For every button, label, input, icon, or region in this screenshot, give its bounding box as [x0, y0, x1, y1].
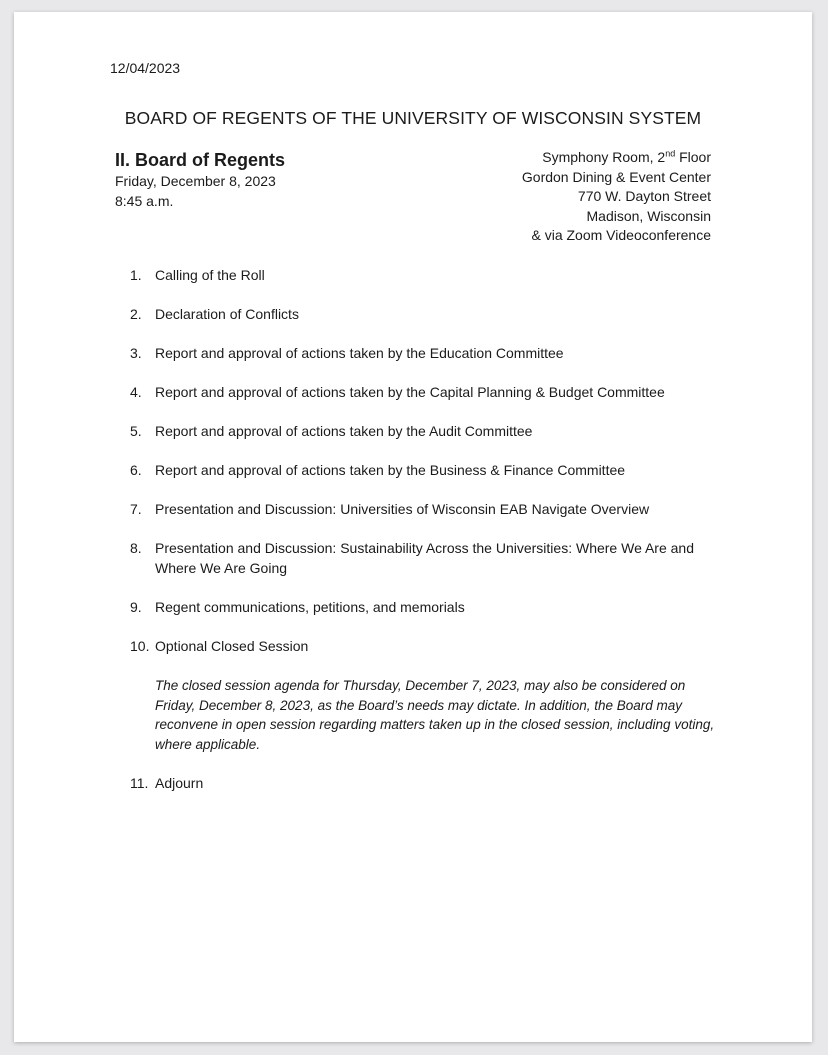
agenda-item-text: Presentation and Discussion: Sustainability Across the Universities: Where We Are and Where We Are Going	[155, 540, 694, 576]
agenda-item-text: Adjourn	[155, 774, 204, 791]
agenda-item-text: Report and approval of actions taken by the Capital Planning & Budget Committee	[155, 384, 665, 400]
agenda-item-number: 8.	[130, 540, 142, 556]
agenda-item	[130, 344, 730, 364]
agenda-item-number: 9.	[130, 598, 142, 615]
agenda-item-number: 10.	[130, 637, 150, 654]
meeting-name: II. Board of Regents	[115, 150, 286, 170]
agenda-item	[130, 500, 730, 520]
agenda-item	[130, 774, 730, 794]
agenda-item	[130, 637, 730, 755]
agenda-item-number: 7.	[130, 501, 142, 517]
agenda-item	[130, 383, 730, 403]
agenda-item-number: 4.	[130, 384, 142, 400]
agenda-item-number: 3.	[130, 345, 142, 361]
meeting-location	[522, 148, 711, 246]
location-remote: & via Zoom Videoconference	[531, 227, 711, 243]
agenda-item-text: Report and approval of actions taken by the Audit Committee	[155, 423, 533, 439]
document-title: BOARD OF REGENTS OF THE UNIVERSITY OF WISCONSIN SYSTEM	[124, 108, 702, 128]
meeting-info	[115, 149, 285, 211]
meeting-time: 8:45 a.m.	[115, 193, 174, 209]
closed-session-note: The closed session agenda for Thursday, December 7, 2023, may also be considered on Friday, December 8, 2023, as the Board’s needs may dictate. In addition, the Board may reconvene in open session regarding matters taken up in the closed session, including voting, where applicable.	[155, 678, 715, 752]
agenda-item	[130, 422, 730, 442]
location-venue: Gordon Dining & Event Center	[521, 168, 711, 185]
agenda-item-text: Calling of the Roll	[155, 267, 265, 283]
agenda-item-text: Report and approval of actions taken by the Education Committee	[155, 345, 564, 361]
agenda-item-text: Report and approval of actions taken by the Business & Finance Committee	[155, 462, 626, 478]
location-street: 770 W. Dayton Street	[577, 188, 711, 204]
agenda-item-text: Optional Closed Session	[155, 637, 309, 654]
meeting-day: Friday, December 8, 2023	[115, 173, 276, 189]
agenda-item-text: Presentation and Discussion: Universities of Wisconsin EAB Navigate Overview	[155, 501, 650, 517]
agenda-item	[130, 266, 730, 286]
document-date: 12/04/2023	[110, 60, 181, 76]
agenda-item	[130, 598, 730, 618]
agenda-list	[130, 266, 730, 813]
agenda-item-number: 2.	[130, 306, 142, 322]
location-room: Symphony Room, 2nd Floor	[542, 148, 711, 165]
document-page	[14, 12, 812, 1042]
agenda-item-number: 1.	[130, 267, 142, 283]
agenda-item-text: Regent communications, petitions, and memorials	[155, 598, 465, 615]
agenda-item-number: 11.	[130, 774, 149, 791]
agenda-item-number: 5.	[130, 423, 142, 439]
agenda-item	[130, 305, 730, 325]
agenda-item	[130, 539, 730, 578]
agenda-item	[130, 461, 730, 481]
agenda-item-text: Declaration of Conflicts	[155, 306, 299, 322]
location-city: Madison, Wisconsin	[586, 207, 711, 224]
agenda-item-number: 6.	[130, 462, 142, 478]
